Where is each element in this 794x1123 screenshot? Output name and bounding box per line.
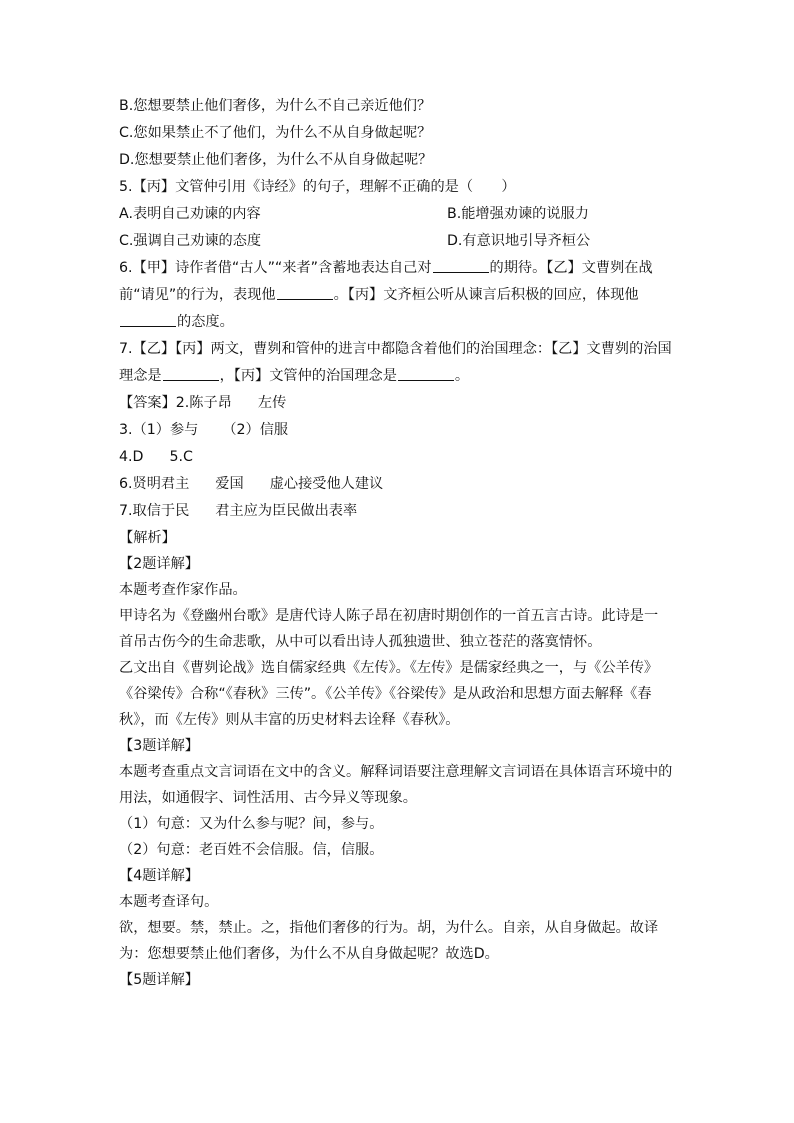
q2-detail-line: 甲诗名为《登幽州台歌》是唐代诗人陈子昂在初唐时期创作的一首五言古诗。此诗是一 <box>119 608 659 624</box>
answer-line-6 <box>119 471 679 498</box>
question-7-text: ，【丙】文管仲的治国理念是 <box>219 368 397 384</box>
answer-text: （2）信服 <box>222 422 289 438</box>
q3-detail-line: （1）句意：又为什么参与呢？间，参与。 <box>119 816 384 832</box>
fill-blank <box>120 311 176 327</box>
q2-detail-heading: 【2题详解】 <box>119 556 199 572</box>
fill-blank <box>163 365 219 381</box>
answer-tag: 【答案】 <box>119 395 176 411</box>
q3-detail-heading: 【3题详解】 <box>119 738 199 754</box>
q2-detail-line: 乙文出自《曹刿论战》选自儒家经典《左传》。《左传》是儒家经典之一，与《公羊传》 <box>119 660 659 676</box>
question-7-line-1: 7.【乙】【丙】两文，曹刿和管仲的进言中都隐含着他们的治国理念：【乙】文曹刿的治国 <box>119 341 672 357</box>
q2-detail-line: 首吊古伤今的生命悲歌，从中可以看出诗人孤独遗世、独立苍茫的落寞情怀。 <box>119 634 602 650</box>
question-6-line-3 <box>119 309 679 336</box>
answer-text: 虚心接受他人建议 <box>269 476 384 492</box>
question-6-line-1 <box>119 255 679 282</box>
q4-detail-heading: 【4题详解】 <box>119 868 199 884</box>
q4-detail-line: 欲，想要。禁，禁止。之，指他们奢侈的行为。胡，为什么。自亲，从自身做起。故译 <box>119 920 659 936</box>
q3-detail-line: （2）句意：老百姓不会信服。信，信服。 <box>119 842 384 858</box>
question-6-text: 6.【甲】诗作者借“古人”“来者”含蓄地表达自己对 <box>119 260 432 276</box>
question-6-text: 的期待。【乙】文曹刿在战 <box>489 260 653 276</box>
q3-detail-line: 本题考查重点文言词语在文中的含义。解释词语要注意理解文言词语在具体语言环境中的 <box>119 764 673 780</box>
option-d-q4: D.您想要禁止他们奢侈，为什么不从自身做起呢？ <box>119 152 433 168</box>
answer-text: 左传 <box>257 395 287 411</box>
question-6-text: 的态度。 <box>177 314 234 330</box>
answer-text: 3.（1）参与 <box>119 422 199 438</box>
answer-line-4-5 <box>119 444 679 471</box>
question-5-options-row-1 <box>119 201 679 228</box>
q2-detail-line: 《谷梁传》合称“《春秋》三传”。《公羊传》《谷梁传》是从政治和思想方面去解释《春 <box>119 686 652 702</box>
document-content <box>119 93 679 993</box>
question-7-text: 理念是 <box>119 368 162 384</box>
question-5-options-row-2 <box>119 228 679 255</box>
answer-line-3 <box>119 417 679 444</box>
question-6-line-2 <box>119 282 679 309</box>
question-6-text: 前“请见”的行为，表现他 <box>119 287 276 303</box>
q4-detail-line: 本题考查译句。 <box>119 894 219 910</box>
question-7-text: 。 <box>454 368 470 384</box>
answer-text: 7.取信于民 <box>119 503 190 519</box>
q2-detail-line: 秋》，而《左传》则从丰富的历史材料去诠释《春秋》。 <box>119 712 460 728</box>
option-c-q4: C.您如果禁止不了他们，为什么不从自身做起呢？ <box>119 125 432 141</box>
question-5-stem: 5.【丙】文管仲引用《诗经》的句子，理解不正确的是（ ） <box>119 179 516 195</box>
q5-detail-heading: 【5题详解】 <box>119 972 199 988</box>
option-b-q5: B.能增强劝谏的说服力 <box>447 206 589 222</box>
question-7-line-2 <box>119 363 679 390</box>
q3-detail-line: 用法，如通假字、词性活用、古今异义等现象。 <box>119 790 417 806</box>
answer-text: 5.C <box>169 449 193 465</box>
fill-blank <box>433 257 489 273</box>
option-a-q5: A.表明自己劝谏的内容 <box>119 206 261 222</box>
answer-text: 4.D <box>119 449 144 465</box>
answer-text: 2.陈子昂 <box>175 395 232 411</box>
q2-detail-line: 本题考查作家作品。 <box>119 582 247 598</box>
option-d-q5: D.有意识地引导齐桓公 <box>447 233 591 249</box>
answer-line-2 <box>119 390 679 417</box>
fill-blank <box>398 365 454 381</box>
answer-line-7 <box>119 498 679 525</box>
analysis-tag: 【解析】 <box>119 530 176 546</box>
answer-text: 爱国 <box>215 476 244 492</box>
question-6-text: 。【丙】文齐桓公听从谏言后积极的回应，体现他 <box>333 287 639 303</box>
q4-detail-line: 为：您想要禁止他们奢侈，为什么不从自身做起呢？故选D。 <box>119 946 499 962</box>
option-c-q5: C.强调自己劝谏的态度 <box>119 233 262 249</box>
answer-text: 君主应为臣民做出表率 <box>215 503 358 519</box>
fill-blank <box>277 284 333 300</box>
answer-text: 6.贤明君主 <box>119 476 190 492</box>
option-b-q4: B.您想要禁止他们奢侈，为什么不自己亲近他们？ <box>119 98 432 114</box>
